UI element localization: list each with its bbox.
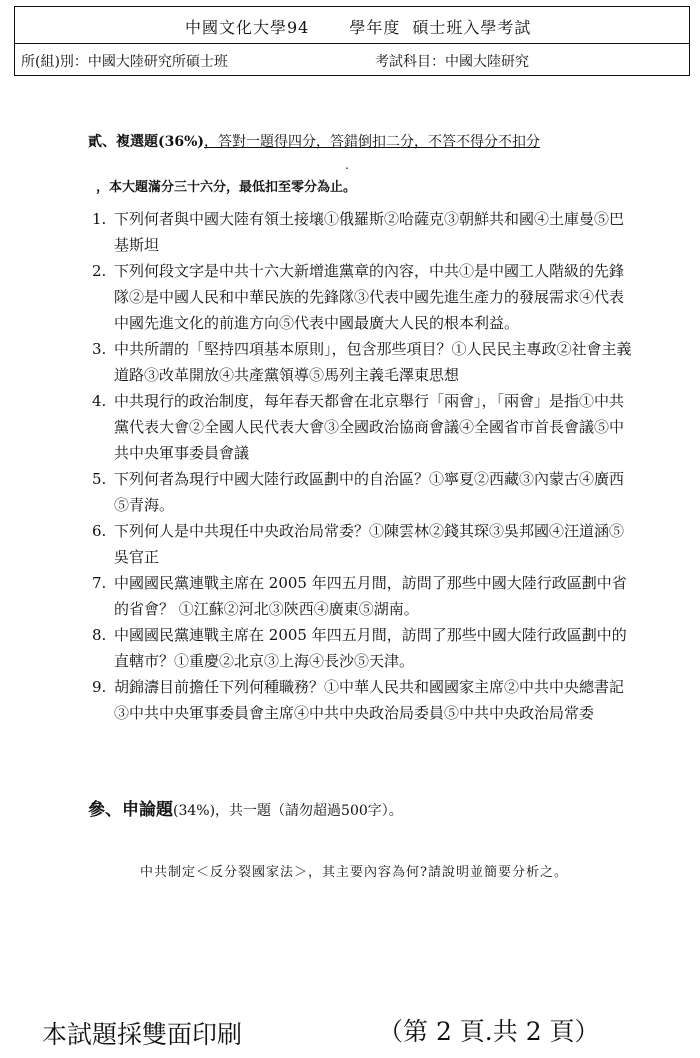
essay-question: 中共制定＜反分裂國家法＞，其主要內容為何?請說明並簡要分析之。	[140, 865, 568, 880]
question-item	[92, 336, 632, 388]
question-item	[92, 466, 632, 518]
question-item	[92, 570, 632, 622]
question-item	[92, 388, 632, 466]
exam-label: 碩士班入學考試	[412, 18, 532, 37]
section2-rule: ，答對一題得四分，答錯倒扣二分，不答不得分不扣分	[204, 134, 541, 150]
question-text: 下列何者為現行中國大陸行政區劃中的自治區？①寧夏②西藏③內蒙古④廣西⑤青海。	[114, 470, 625, 514]
year-label: 學年度	[349, 18, 401, 37]
question-number: 2.	[92, 262, 107, 280]
question-number: 1.	[92, 210, 107, 228]
stray-mark: .	[345, 158, 349, 172]
subject: 考試科目：中國大陸研究	[375, 54, 529, 70]
section3-title: 參、申論題	[88, 800, 173, 820]
print-note: 本試題採雙面印刷	[42, 1020, 243, 1049]
question-text: 中共所謂的「堅持四項基本原則」，包含那些項目？①人民民主專政②社會主義道路③改革開放④共產黨領導⑤馬列主義毛澤東思想	[114, 340, 632, 384]
question-item	[92, 674, 632, 726]
question-item	[92, 622, 632, 674]
section3-rule: ，共一題（請勿超過500字）。	[215, 803, 403, 819]
question-item	[92, 258, 632, 336]
question-text: 下列何者與中國大陸有領土接壤①俄羅斯②哈薩克③朝鮮共和國④土庫曼⑤巴基斯坦	[114, 210, 625, 254]
question-text: 胡錦濤目前擔任下列何種職務？①中華人民共和國國家主席②中共中央總書記③中共中央軍事委員會主席④中共中央政治局委員⑤中共中央政治局常委	[114, 678, 625, 722]
department: 所(組)別：中國大陸研究所碩士班	[21, 54, 228, 70]
question-number: 5.	[92, 470, 107, 488]
section2-percent: (36%)	[158, 134, 205, 150]
header-info-row	[15, 44, 689, 76]
question-number: 6.	[92, 522, 107, 540]
section2-heading	[88, 131, 540, 151]
question-list	[92, 206, 632, 726]
school-name: 中國文化大學94	[185, 18, 310, 37]
question-text: 下列何段文字是中共十六大新增進黨章的內容，中共①是中國工人階級的先鋒隊②是中國人民和中華民族的先鋒隊③代表中國先進生產力的發展需求④代表中國先進文化的前進方向⑤代表中國最廣大人民的根本利益。	[114, 262, 625, 332]
question-item	[92, 206, 632, 258]
question-text: 中國國民黨連戰主席在 2005 年四五月間，訪問了那些中國大陸行政區劃中省的省會？ ①江蘇②河北③陝西④廣東⑤湖南。	[114, 574, 627, 618]
question-text: 中共現行的政治制度，每年春天都會在北京舉行「兩會」，「兩會」是指①中共黨代表大會②全國人民代表大會③全國政治協商會議④全國省市首長會議⑤中共中央軍事委員會議	[114, 392, 625, 462]
question-number: 4.	[92, 392, 107, 410]
question-item	[92, 518, 632, 570]
question-number: 9.	[92, 678, 107, 696]
question-number: 7.	[92, 574, 107, 592]
section3-heading	[88, 795, 403, 820]
question-number: 3.	[92, 340, 107, 358]
section2-note: ，本大題滿分三十六分，最低扣至零分為止。	[96, 180, 357, 195]
question-number: 8.	[92, 626, 107, 644]
question-text: 中國國民黨連戰主席在 2005 年四五月間，訪問了那些中國大陸行政區劃中的直轄市？①重慶②北京③上海④長沙⑤天津。	[114, 626, 627, 670]
page-number: （第 2 頁.共 2 頁）	[378, 1017, 600, 1046]
section2-title: 貳、複選題	[88, 134, 158, 150]
header-title-row	[15, 7, 689, 44]
question-text: 下列何人是中共現任中央政治局常委？①陳雲林②錢其琛③吳邦國④汪道涵⑤吳官正	[114, 522, 625, 566]
exam-title	[185, 15, 531, 38]
section3-percent: (34%)	[173, 803, 216, 819]
exam-header	[14, 6, 690, 76]
